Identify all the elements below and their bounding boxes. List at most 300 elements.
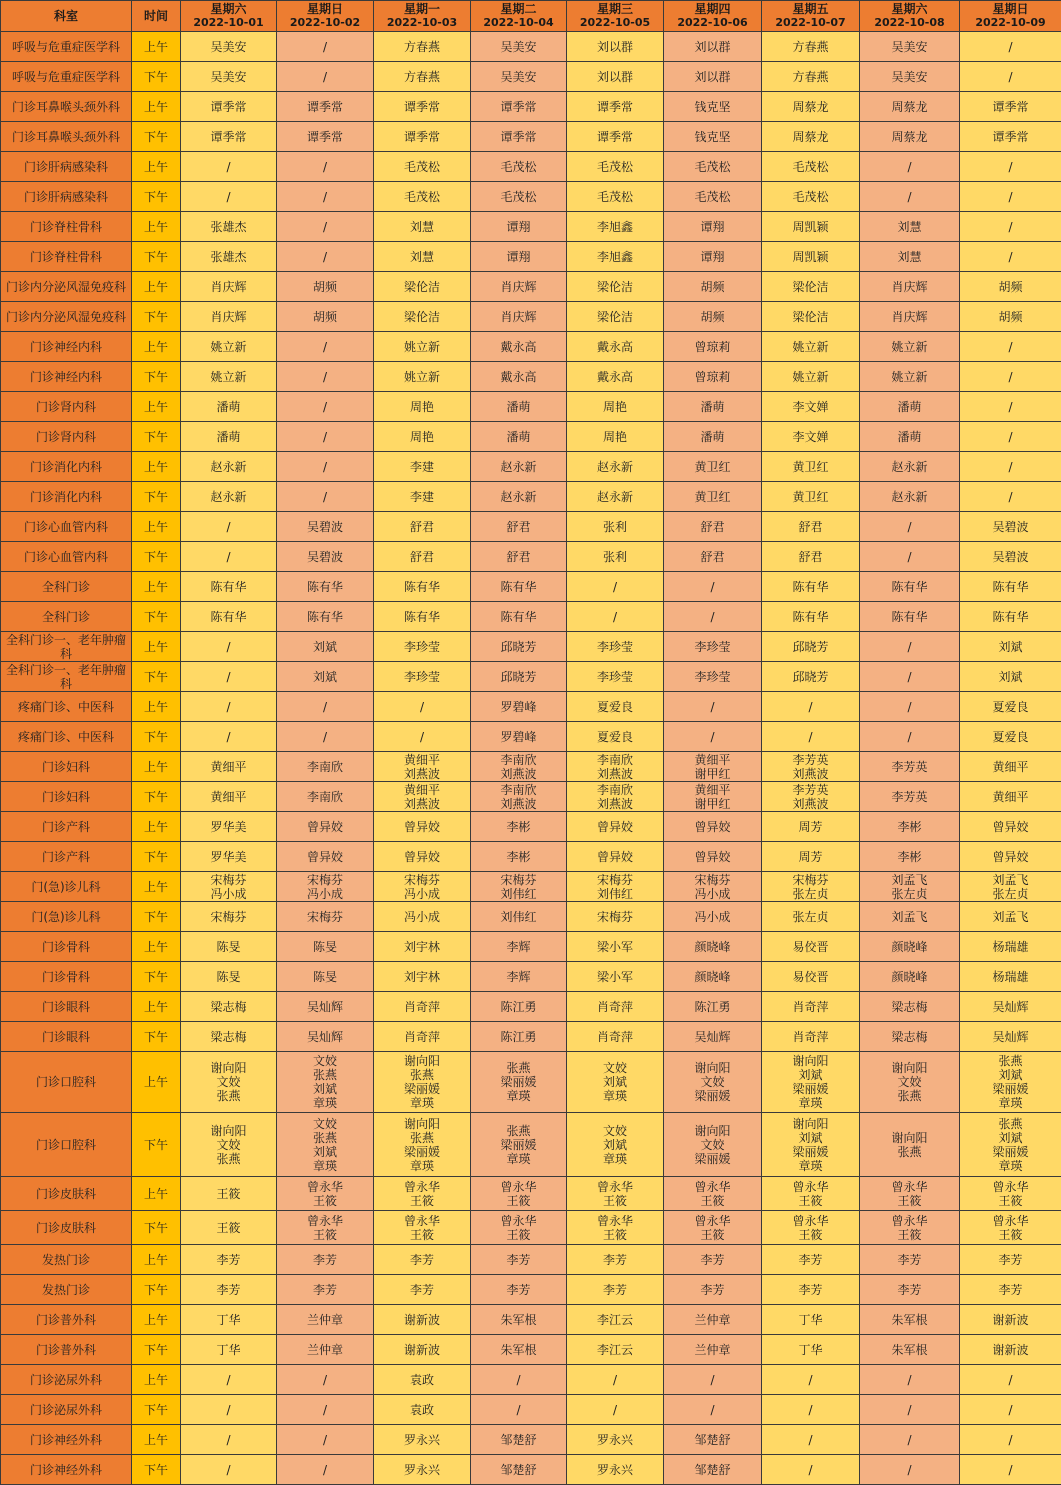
doctor-name: 曾永华 — [992, 1179, 1029, 1194]
doctor-cell — [567, 332, 664, 362]
doctor-name: 刘斌 — [798, 1068, 823, 1082]
doctor-name: 刘以群 — [694, 39, 731, 54]
doctor-cell — [374, 482, 471, 512]
date-label: 2022-10-08 — [874, 16, 945, 29]
doctor-cell — [960, 1052, 1061, 1113]
department-cell: 呼吸与危重症医学科 — [1, 32, 132, 62]
doctor-name: 吴碧波 — [992, 519, 1029, 534]
doctor-name: 张燕 — [998, 1054, 1023, 1068]
doctor-name: 刘慧 — [897, 249, 922, 264]
doctor-cell — [860, 1275, 960, 1305]
doctor-cell — [277, 392, 374, 422]
doctor-name: 王筱 — [506, 1193, 531, 1208]
doctor-cell — [471, 1335, 567, 1365]
doctor-name: 陈有华 — [792, 609, 829, 624]
doctor-name: 李江云 — [596, 1342, 633, 1357]
doctor-name: 谭季常 — [306, 99, 343, 114]
doctor-name: 兰仲章 — [306, 1342, 343, 1357]
doctor-name: / — [1008, 1372, 1013, 1387]
doctor-name: / — [322, 399, 328, 414]
doctor-name: 宋梅芬 — [694, 872, 731, 887]
doctor-cell — [374, 32, 471, 62]
doctor-name: 王筱 — [312, 1227, 337, 1242]
doctor-cell — [960, 872, 1061, 902]
doctor-name: 陈旻 — [216, 939, 241, 954]
doctor-name: 章瑛 — [506, 1089, 531, 1103]
session-time-cell: 下午 — [132, 902, 181, 932]
doctor-cell — [277, 362, 374, 392]
doctor-name: / — [322, 429, 328, 444]
session-time-cell: 下午 — [132, 962, 181, 992]
doctor-cell — [762, 122, 860, 152]
doctor-name: 丁华 — [798, 1342, 823, 1357]
doctor-cell — [181, 512, 277, 542]
session-time-cell: 上午 — [132, 692, 181, 722]
doctor-name: 李彬 — [506, 819, 531, 834]
doctor-name: 黄细平 — [403, 782, 440, 797]
doctor-cell — [664, 1113, 762, 1177]
doctor-cell — [860, 452, 960, 482]
doctor-cell — [664, 152, 762, 182]
doctor-name: 周艳 — [409, 429, 434, 444]
doctor-name: 谢向阳 — [694, 1123, 731, 1138]
doctor-cell — [960, 392, 1061, 422]
schedule-row — [1, 1022, 1061, 1052]
doctor-name: 李彬 — [897, 849, 922, 864]
doctor-name: 刘以群 — [694, 69, 731, 84]
date-label: 2022-10-01 — [193, 16, 264, 29]
doctor-name: 张雄杰 — [210, 219, 247, 234]
doctor-cell — [960, 662, 1061, 692]
doctor-cell — [181, 1365, 277, 1395]
day-column-header — [471, 1, 567, 32]
doctor-cell — [277, 572, 374, 602]
doctor-name: / — [907, 639, 912, 654]
doctor-cell — [960, 1022, 1061, 1052]
date-label: 2022-10-03 — [386, 16, 458, 29]
doctor-name: 罗碧峰 — [500, 699, 537, 714]
doctor-cell — [860, 872, 960, 902]
schedule-row — [1, 32, 1061, 62]
session-time-cell: 下午 — [132, 842, 181, 872]
day-of-week-label: 星期五 — [792, 2, 829, 16]
doctor-name: 宋梅芬 — [596, 872, 633, 887]
session-time-cell: 上午 — [132, 992, 181, 1022]
doctor-name: 朱军根 — [891, 1342, 928, 1357]
doctor-name: 张燕 — [312, 1068, 337, 1082]
doctor-cell — [762, 932, 860, 962]
doctor-cell — [664, 632, 762, 662]
doctor-cell — [277, 332, 374, 362]
doctor-cell — [181, 92, 277, 122]
doctor-cell — [860, 1305, 960, 1335]
doctor-name: / — [322, 489, 328, 504]
doctor-name: / — [710, 1372, 715, 1387]
doctor-cell — [567, 932, 664, 962]
doctor-name: 章瑛 — [798, 1096, 823, 1110]
doctor-cell — [762, 362, 860, 392]
doctor-cell — [471, 152, 567, 182]
doctor-cell — [762, 1425, 860, 1455]
table-body — [1, 32, 1061, 1485]
doctor-name: 冯小成 — [403, 886, 440, 901]
doctor-cell — [471, 992, 567, 1022]
doctor-cell — [762, 1305, 860, 1335]
doctor-cell — [664, 902, 762, 932]
schedule-row — [1, 602, 1061, 632]
doctor-cell — [567, 602, 664, 632]
doctor-name: 潘萌 — [216, 399, 241, 414]
doctor-name: 戴永高 — [596, 339, 633, 354]
doctor-name: 赵永新 — [500, 489, 537, 504]
doctor-name: 曾异姣 — [403, 819, 440, 834]
doctor-cell — [471, 722, 567, 752]
doctor-cell — [374, 1335, 471, 1365]
doctor-cell — [471, 92, 567, 122]
doctor-cell — [181, 602, 277, 632]
doctor-cell — [181, 842, 277, 872]
doctor-name: 黄细平 — [992, 759, 1029, 774]
doctor-cell — [277, 1455, 374, 1485]
day-column-header — [762, 1, 860, 32]
doctor-name: 曾永华 — [694, 1213, 731, 1228]
doctor-name: 姚立新 — [891, 339, 928, 354]
doctor-name: 胡频 — [700, 279, 725, 294]
doctor-name: 谢向阳 — [891, 1130, 928, 1145]
doctor-cell — [374, 1455, 471, 1485]
doctor-cell — [471, 242, 567, 272]
doctor-name: 文姣 — [602, 1061, 627, 1075]
doctor-cell — [181, 482, 277, 512]
doctor-cell — [762, 782, 860, 812]
doctor-name: 李芳 — [998, 1252, 1023, 1267]
doctor-cell — [664, 1275, 762, 1305]
doctor-cell — [471, 1177, 567, 1211]
doctor-cell — [960, 902, 1061, 932]
doctor-cell — [471, 632, 567, 662]
doctor-name: 钱克坚 — [694, 129, 731, 144]
doctor-cell — [181, 1113, 277, 1177]
doctor-name: 吴美安 — [210, 69, 247, 84]
doctor-cell — [762, 1211, 860, 1245]
doctor-cell — [471, 602, 567, 632]
doctor-cell — [277, 932, 374, 962]
doctor-name: 肖庆辉 — [210, 279, 247, 294]
doctor-name: 吴灿辉 — [992, 999, 1029, 1014]
doctor-cell — [374, 332, 471, 362]
doctor-cell — [960, 692, 1061, 722]
doctor-name: 刘斌 — [312, 1144, 337, 1159]
doctor-cell — [374, 902, 471, 932]
date-label: 2022-10-09 — [975, 16, 1046, 29]
doctor-cell — [860, 782, 960, 812]
schedule-row — [1, 572, 1061, 602]
department-cell: 门诊消化内科 — [1, 452, 132, 482]
doctor-cell — [960, 542, 1061, 572]
doctor-name: / — [808, 699, 813, 714]
doctor-cell — [762, 692, 860, 722]
doctor-name: 方春燕 — [792, 39, 829, 54]
doctor-name: 邱晓芳 — [500, 639, 537, 654]
doctor-name: 张燕 — [216, 1089, 241, 1103]
doctor-cell — [277, 1211, 374, 1245]
schedule-row — [1, 242, 1061, 272]
session-time-cell: 下午 — [132, 1455, 181, 1485]
doctor-name: 李彬 — [897, 819, 922, 834]
day-of-week-label: 星期一 — [403, 2, 440, 16]
doctor-name: 梁丽媛 — [403, 1144, 440, 1159]
schedule-row — [1, 302, 1061, 332]
session-time-cell: 上午 — [132, 152, 181, 182]
doctor-cell — [762, 542, 860, 572]
doctor-cell — [860, 122, 960, 152]
doctor-cell — [762, 1177, 860, 1211]
doctor-cell — [374, 692, 471, 722]
doctor-name: 颜晓峰 — [891, 939, 928, 954]
schedule-row — [1, 272, 1061, 302]
doctor-name: 李芳英 — [891, 759, 928, 774]
doctor-name: 谢向阳 — [694, 1061, 731, 1075]
doctor-name: / — [226, 639, 231, 654]
doctor-name: / — [226, 1432, 231, 1447]
doctor-name: 毛茂松 — [596, 189, 633, 204]
department-cell: 全科门诊 — [1, 602, 132, 632]
schedule-row — [1, 872, 1061, 902]
doctor-cell — [374, 182, 471, 212]
doctor-cell — [664, 32, 762, 62]
doctor-cell — [664, 1052, 762, 1113]
doctor-name: / — [1008, 69, 1013, 84]
doctor-name: 梁丽媛 — [792, 1082, 829, 1096]
doctor-name: / — [1008, 1432, 1013, 1447]
doctor-name: 肖庆辉 — [500, 309, 537, 324]
doctor-name: / — [907, 159, 912, 174]
session-time-cell: 下午 — [132, 722, 181, 752]
session-time-cell: 上午 — [132, 1245, 181, 1275]
doctor-name: 肖奇萍 — [596, 999, 633, 1014]
department-cell: 门诊骨科 — [1, 962, 132, 992]
doctor-cell — [664, 212, 762, 242]
doctor-name: 陈有华 — [992, 579, 1029, 594]
doctor-cell — [860, 422, 960, 452]
department-cell: 门诊心血管内科 — [1, 542, 132, 572]
doctor-cell — [960, 1245, 1061, 1275]
doctor-cell — [567, 212, 664, 242]
doctor-name: 兰仲章 — [694, 1312, 731, 1327]
doctor-cell — [860, 1211, 960, 1245]
doctor-cell — [860, 632, 960, 662]
doctor-cell — [277, 962, 374, 992]
doctor-name: 陈江勇 — [500, 999, 537, 1014]
doctor-name: / — [710, 609, 715, 624]
doctor-cell — [762, 1275, 860, 1305]
session-time-cell: 下午 — [132, 1022, 181, 1052]
doctor-name: 刘燕波 — [500, 796, 537, 811]
doctor-cell — [471, 392, 567, 422]
doctor-name: 刘燕波 — [596, 796, 633, 811]
doctor-name: 文姣 — [897, 1075, 922, 1089]
session-time-cell: 上午 — [132, 392, 181, 422]
doctor-name: 刘慧 — [409, 249, 434, 264]
doctor-name: 曾永华 — [891, 1179, 928, 1194]
session-time-cell: 上午 — [132, 1052, 181, 1113]
doctor-cell — [567, 542, 664, 572]
doctor-cell — [471, 1052, 567, 1113]
doctor-cell — [762, 722, 860, 752]
date-label: 2022-10-02 — [289, 16, 361, 29]
doctor-name: 杨瑞雄 — [992, 969, 1029, 984]
doctor-name: 邱晓芳 — [792, 639, 829, 654]
doctor-cell — [960, 182, 1061, 212]
doctor-name: 宋梅芬 — [596, 909, 633, 924]
doctor-name: 章瑛 — [602, 1089, 627, 1103]
doctor-name: / — [1008, 339, 1013, 354]
doctor-name: 黄细平 — [403, 752, 440, 767]
doctor-cell — [762, 1245, 860, 1275]
doctor-cell — [664, 722, 762, 752]
department-cell: 门诊肾内科 — [1, 392, 132, 422]
department-cell: 门诊产科 — [1, 842, 132, 872]
doctor-cell — [762, 1052, 860, 1113]
doctor-name: / — [907, 729, 912, 744]
doctor-name: 潘萌 — [506, 399, 531, 414]
doctor-name: 刘斌 — [798, 1130, 823, 1145]
doctor-name: 刘孟飞 — [992, 909, 1029, 924]
doctor-cell — [762, 812, 860, 842]
doctor-cell — [664, 332, 762, 362]
doctor-cell — [860, 1455, 960, 1485]
doctor-name: 刘孟飞 — [891, 909, 928, 924]
schedule-row — [1, 692, 1061, 722]
doctor-name: 曾永华 — [500, 1179, 537, 1194]
day-of-week-label: 星期日 — [992, 2, 1029, 16]
doctor-cell — [762, 302, 860, 332]
doctor-name: 夏爱良 — [992, 729, 1029, 744]
doctor-cell — [374, 422, 471, 452]
schedule-row — [1, 1395, 1061, 1425]
doctor-cell — [860, 1177, 960, 1211]
doctor-name: 肖奇萍 — [596, 1029, 633, 1044]
doctor-name: / — [322, 39, 328, 54]
doctor-cell — [960, 1177, 1061, 1211]
day-of-week-label: 星期六 — [210, 2, 247, 16]
schedule-row — [1, 812, 1061, 842]
doctor-name: 王筱 — [216, 1220, 241, 1235]
department-cell: 门诊内分泌风湿免疫科 — [1, 272, 132, 302]
doctor-cell — [277, 62, 374, 92]
session-time-cell: 下午 — [132, 482, 181, 512]
doctor-name: 潘萌 — [897, 429, 922, 444]
doctor-name: 谭季常 — [992, 99, 1029, 114]
doctor-name: / — [322, 729, 328, 744]
doctor-name: 刘斌 — [998, 639, 1023, 654]
doctor-cell — [567, 572, 664, 602]
doctor-cell — [960, 1395, 1061, 1425]
doctor-name: 梁丽媛 — [992, 1082, 1029, 1096]
session-time-cell: 上午 — [132, 1305, 181, 1335]
doctor-name: 胡频 — [700, 309, 725, 324]
doctor-name: / — [907, 1402, 912, 1417]
doctor-name: 毛茂松 — [792, 189, 829, 204]
session-time-cell: 上午 — [132, 632, 181, 662]
doctor-cell — [762, 182, 860, 212]
doctor-name: 陈旻 — [312, 939, 337, 954]
doctor-name: 李芳英 — [891, 789, 928, 804]
department-cell: 门诊泌尿外科 — [1, 1365, 132, 1395]
doctor-name: 谢新波 — [992, 1342, 1029, 1357]
doctor-cell — [374, 122, 471, 152]
doctor-name: 谢新波 — [403, 1312, 440, 1327]
doctor-name: 曾永华 — [596, 1179, 633, 1194]
doctor-cell — [471, 1113, 567, 1177]
doctor-cell — [664, 392, 762, 422]
doctor-cell — [374, 1305, 471, 1335]
doctor-name: 谢向阳 — [403, 1054, 440, 1068]
session-time-cell: 下午 — [132, 362, 181, 392]
doctor-cell — [277, 992, 374, 1022]
doctor-cell — [471, 32, 567, 62]
department-cell: 门诊脊柱骨科 — [1, 242, 132, 272]
doctor-name: 曾永华 — [694, 1179, 731, 1194]
doctor-name: / — [808, 1462, 813, 1477]
doctor-cell — [374, 1052, 471, 1113]
session-time-cell: 上午 — [132, 512, 181, 542]
doctor-name: 周芳 — [798, 819, 823, 834]
schedule-row — [1, 512, 1061, 542]
doctor-name: 李芳 — [312, 1282, 337, 1297]
doctor-cell — [277, 782, 374, 812]
doctor-name: 章瑛 — [506, 1151, 531, 1166]
doctor-name: 潘萌 — [897, 399, 922, 414]
doctor-name: / — [1008, 249, 1013, 264]
doctor-name: 邹楚舒 — [500, 1462, 537, 1477]
table-header — [1, 1, 1061, 32]
doctor-cell — [567, 512, 664, 542]
doctor-cell — [664, 512, 762, 542]
doctor-name: 李南欣 — [596, 752, 633, 767]
doctor-cell — [960, 362, 1061, 392]
day-of-week-label: 星期六 — [891, 2, 928, 16]
doctor-name: 方春燕 — [403, 69, 440, 84]
doctor-name: 黄细平 — [210, 789, 247, 804]
doctor-name: 张左贞 — [992, 886, 1029, 901]
doctor-cell — [860, 842, 960, 872]
doctor-cell — [762, 1335, 860, 1365]
doctor-name: 张利 — [602, 549, 627, 564]
doctor-name: 梁小军 — [596, 939, 633, 954]
doctor-cell — [277, 722, 374, 752]
doctor-cell — [277, 872, 374, 902]
doctor-cell — [181, 1177, 277, 1211]
doctor-cell — [471, 62, 567, 92]
schedule-row — [1, 542, 1061, 572]
doctor-name: 李芳 — [602, 1282, 627, 1297]
doctor-name: 吴碧波 — [992, 549, 1029, 564]
doctor-cell — [471, 272, 567, 302]
doctor-cell — [277, 1245, 374, 1275]
session-time-cell: 上午 — [132, 92, 181, 122]
doctor-cell — [277, 692, 374, 722]
doctor-cell — [181, 752, 277, 782]
doctor-name: 周芳 — [798, 849, 823, 864]
doctor-cell — [762, 62, 860, 92]
department-cell: 门诊口腔科 — [1, 1113, 132, 1177]
doctor-name: 罗华美 — [210, 819, 247, 834]
doctor-name: / — [1008, 189, 1013, 204]
doctor-name: 谭翔 — [506, 219, 531, 234]
doctor-cell — [762, 902, 860, 932]
doctor-cell — [374, 1365, 471, 1395]
